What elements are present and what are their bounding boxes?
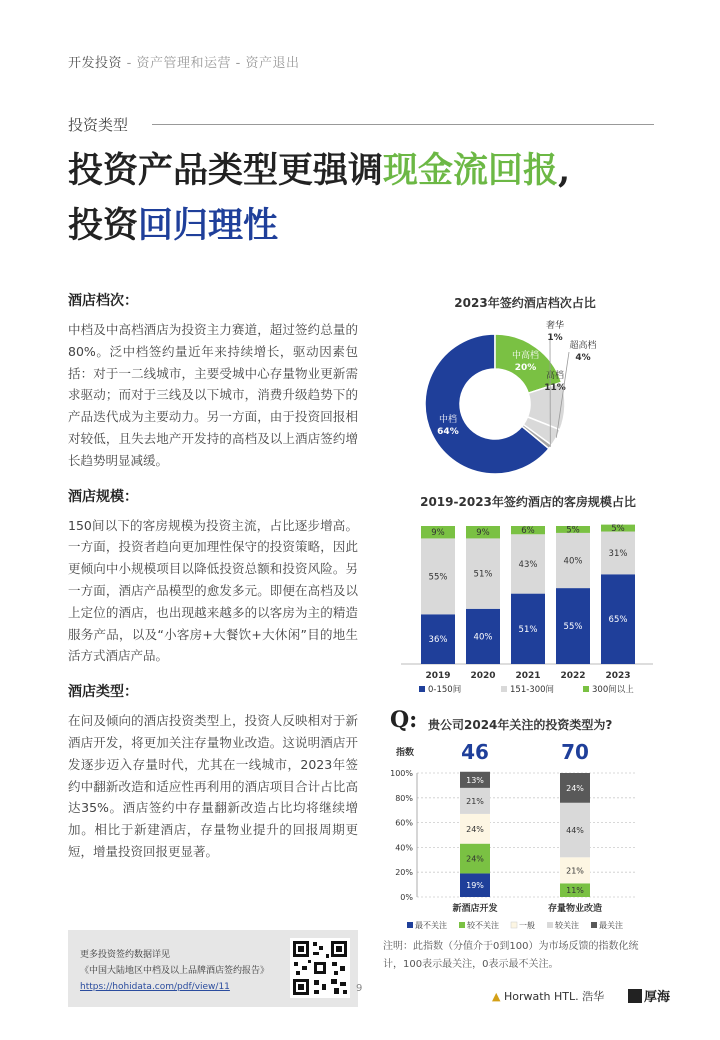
section-body-grade: 中档及中高档酒店为投资主力赛道，超过签约总量的80%。泛中档签约量近年来持续增长，驱动因素包括：对于一二线城市，主要受城中心存量物业更新需求驱动；而对于三线及以下城市，消费升级趋势下的产品迭代成为主要动力。另一方面，由于投资回报相对较低，且失去地产开发持的高档及以上酒店签约增长趋势明显减缓。 [68,322,358,468]
legend-label: 较关注 [555,921,579,930]
bar-value-label: 5% [611,524,625,535]
donut-label-1: 中高档 [512,350,540,361]
legend-label: 最关注 [599,921,623,930]
section-body-type: 在问及倾向的酒店投资类型上，投资人反映相对于新酒店开发，将更加关注存量物业改造。这说明酒店开发逐步迈入存量时代，尤其在一线城市，2023年签约中翻新改造和适应性再利用的酒店项目合计占比高达35%。酒店签约中存量翻新改造占比均将继续增加。相比于新建酒店，存量物业提升的回报周期更短，增量投资回报更显著。 [68,713,358,859]
section-tag: 投资类型 [68,116,129,134]
legend-label: 最不关注 [415,921,447,930]
legend-swatch [591,922,597,928]
donut-label-0: 中档 [438,415,457,426]
promo-line-2: 《中国大陆地区中档及以上品牌酒店签约报告》 [80,966,270,976]
section-heading-grade: 酒店档次： [68,293,138,309]
bar-value-label: 65% [608,615,628,626]
survey-value-label: 11% [566,886,584,896]
legend-swatch [407,922,413,928]
left-column [68,290,358,877]
donut-value-3: 4% [575,353,591,363]
report-link[interactable]: https://hohidata.com/pdf/view/11 [80,982,230,992]
donut-chart [395,312,695,497]
y-tick-label: 80% [395,793,413,803]
bar-category-label: 2023 [605,671,631,681]
legend-label: 300间以上 [592,685,634,695]
y-tick-label: 20% [395,868,413,878]
index-value: 70 [561,740,589,764]
donut-label-2: 高档 [545,371,565,381]
donut-label-4: 奢华 [545,321,565,331]
page-number: 9 [356,983,363,994]
donut-value-2: 11% [544,383,566,393]
bar-value-label: 55% [428,572,448,583]
question-mark: Q: [390,707,418,733]
y-tick-label: 60% [395,818,413,828]
legend-swatch [419,686,425,692]
legend-swatch [501,686,507,692]
survey-category-label: 存量物业改造 [547,904,603,914]
qr-code-icon[interactable] [290,938,350,998]
bar-value-label: 40% [473,632,493,643]
donut-value-0: 64% [437,427,459,438]
legend-label: 较不关注 [467,921,499,930]
survey-value-label: 21% [566,866,584,876]
bar-value-label: 36% [428,635,448,646]
bar-value-label: 9% [431,528,445,539]
bar-category-label: 2021 [515,671,541,681]
survey-chart-title: 贵公司2024年关注的投资类型为? [428,718,613,732]
breadcrumb-item-development[interactable]: 开发投资 [68,56,123,71]
y-tick-label: 0% [400,893,413,902]
index-label: 指数 [395,748,415,758]
donut-value-4: 1% [547,333,563,343]
survey-category-label: 新酒店开发 [452,904,498,914]
index-value: 46 [461,740,489,764]
survey-value-label: 24% [466,824,484,834]
breadcrumb-item-asset-mgmt[interactable]: 资产管理和运营 [136,56,231,71]
section-heading-scale: 酒店规模： [68,488,138,505]
legend-label: 一般 [519,921,535,930]
y-tick-label: 100% [390,769,413,778]
survey-value-label: 24% [466,854,484,864]
y-tick-label: 40% [395,843,413,853]
legend-label: 151-300间 [510,685,555,695]
breadcrumb: 开发投资 - 资产管理和运营 - 资产退出 [68,56,300,71]
bar-value-label: 51% [473,569,493,580]
section-heading-type: 酒店类型： [68,684,138,701]
page-title: 投资产品类型更强调现金流回报, 投资回归理性 [68,150,571,246]
room-scale-stacked-bar-chart [383,512,673,702]
bar-value-label: 31% [608,548,628,559]
room-scale-chart-title: 2019-2023年签约酒店的客房规模占比 [420,495,636,509]
hohi-logo: 厚海 [628,986,670,1005]
survey-value-label: 13% [466,775,484,785]
legend-swatch [459,922,465,928]
promo-line-1: 更多投资签约数据详见 [80,950,171,960]
bar-value-label: 6% [521,526,535,537]
bar-category-label: 2019 [425,671,451,681]
bar-category-label: 2020 [470,671,496,681]
survey-value-label: 44% [566,826,584,836]
report-promo-box [68,930,358,1007]
horwath-logo: ▲ Horwath HTL. 浩华 [492,990,605,1003]
divider [152,124,654,125]
section-body-scale: 150间以下的客房规模为投资主流，占比逐步增高。一方面，投资者趋向更加理性保守的投资策略，因此更倾向中小规模项目以降低投资总额和投资风险。另一方面，酒店产品模型的愈发多元。即便在高档及以上定位的酒店，也出现越来越多的以客房为主的精造服务产品，以及“小客房+大餐饮+大休闲”目的地生活方式酒店产品。 [68,517,358,664]
legend-swatch [583,686,589,692]
investment-type-survey-chart [385,737,685,937]
bar-value-label: 9% [476,528,490,539]
breadcrumb-item-exit[interactable]: 资产退出 [245,56,300,71]
donut-value-1: 20% [514,362,537,373]
legend-label: 0-150间 [428,685,462,695]
survey-value-label: 24% [566,783,584,793]
bar-value-label: 43% [518,559,538,570]
bar-value-label: 40% [563,556,583,567]
legend-swatch [547,922,553,928]
donut-chart-title: 2023年签约酒店档次占比 [454,296,596,310]
survey-value-label: 19% [466,881,484,891]
bar-category-label: 2022 [560,671,586,681]
bar-value-label: 51% [518,624,538,635]
legend-swatch [511,922,517,928]
bar-value-label: 5% [566,525,580,536]
survey-value-label: 21% [466,796,484,806]
footnote: 注明：此指数（分值介于0到100）为市场反馈的指数化统计，100表示最关注，0表示最不关注。 [383,941,639,970]
bar-value-label: 55% [563,622,583,633]
donut-label-3: 超高档 [569,341,597,351]
